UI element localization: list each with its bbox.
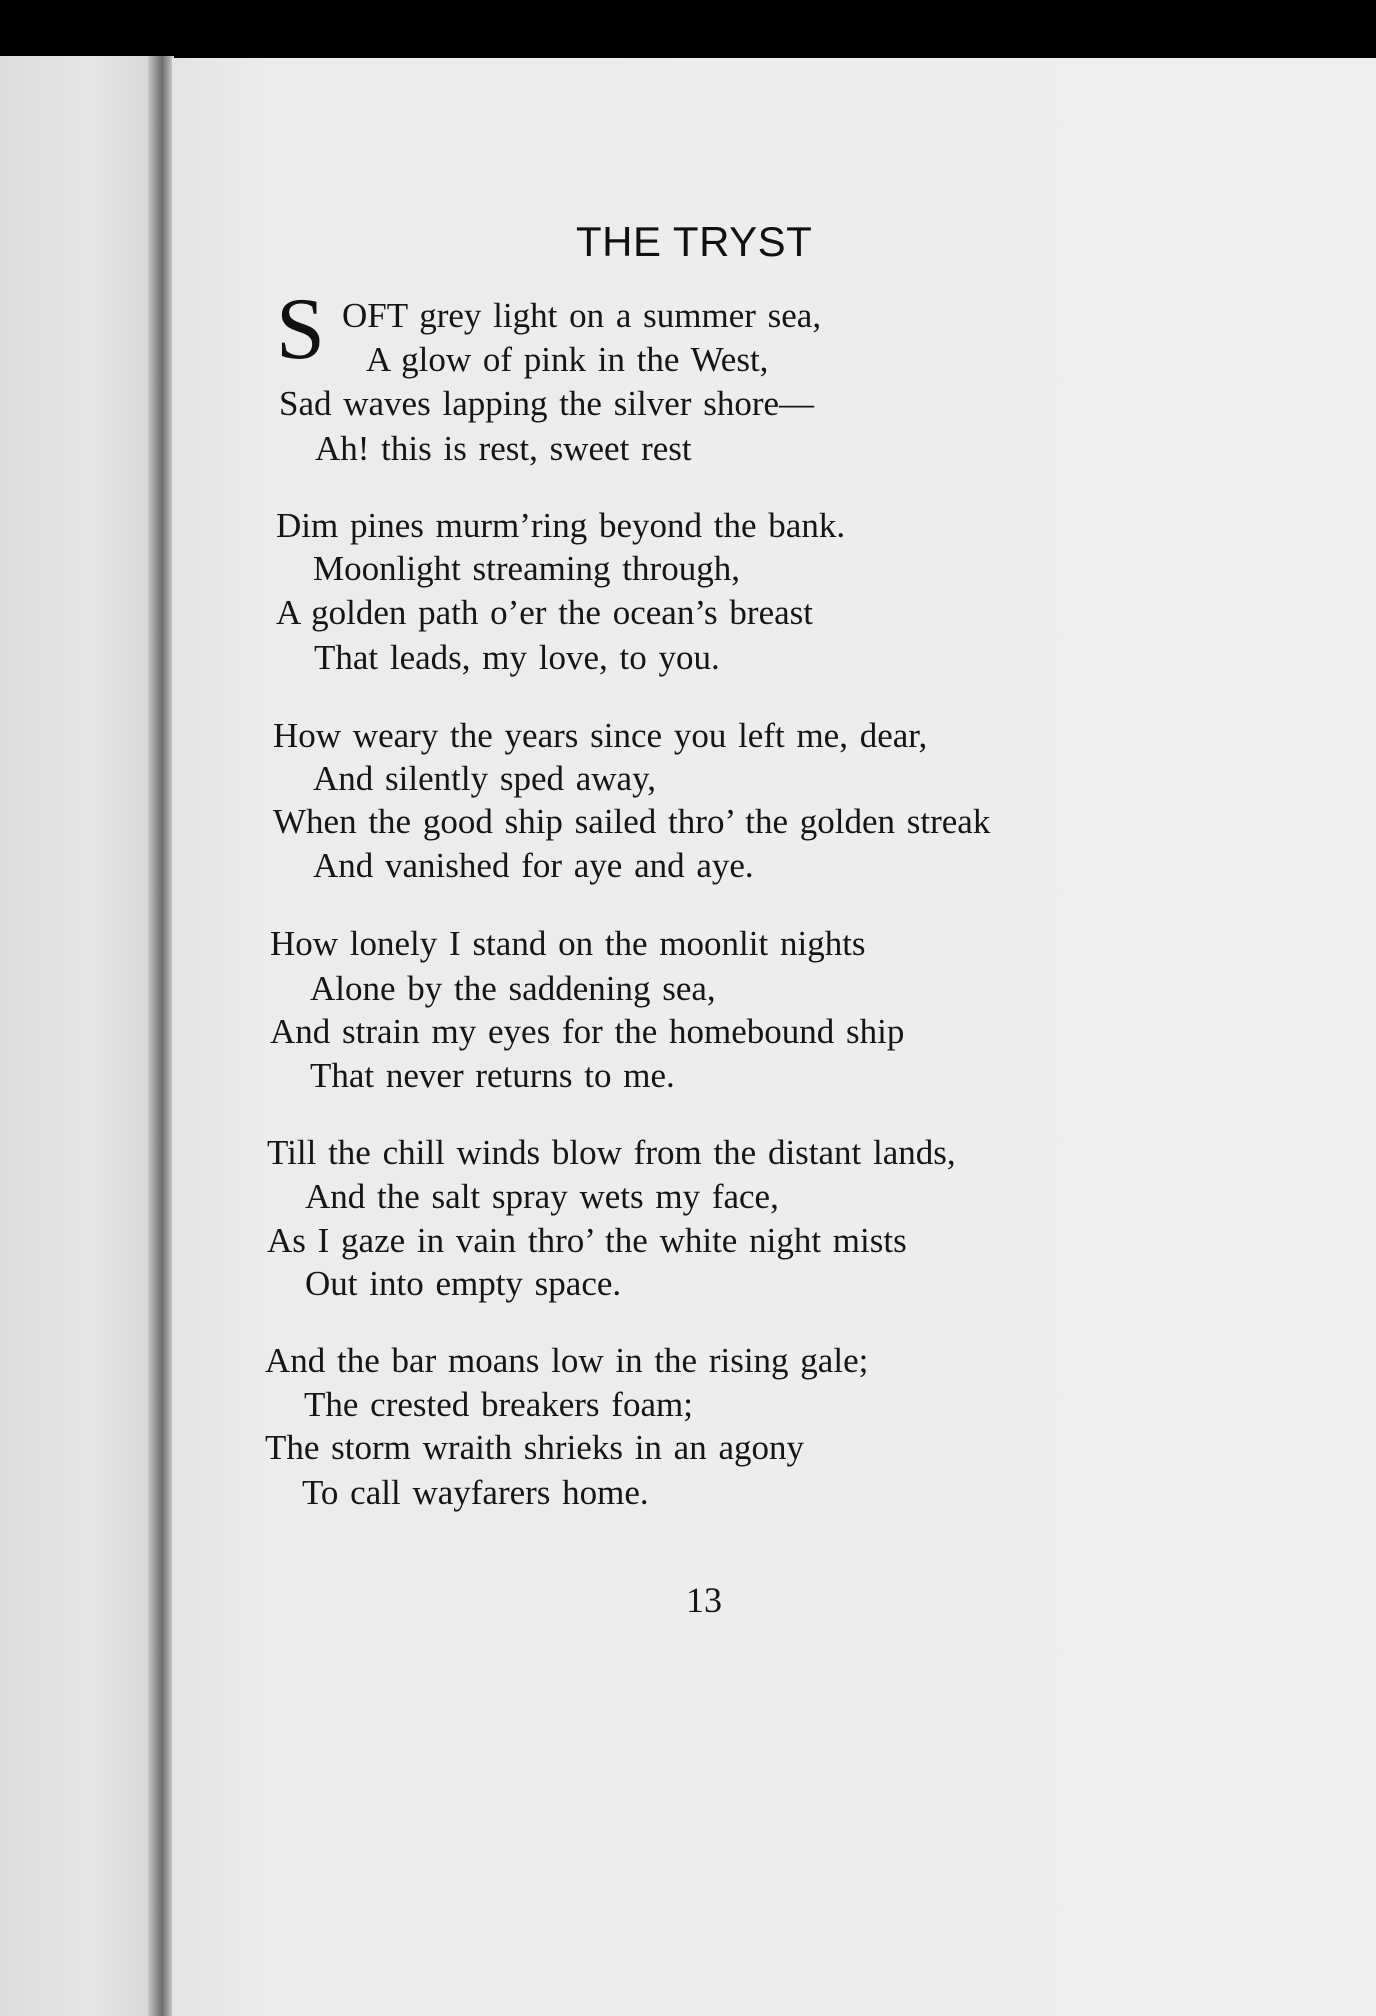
poem-line: To call wayfarers home. [302, 1473, 649, 1512]
poem-line: Sad waves lapping the silver shore— [279, 384, 815, 423]
poem-line: Alone by the saddening sea, [310, 969, 716, 1008]
poem-line: And silently sped away, [313, 759, 657, 798]
poem-line: Dim pines murm’ring beyond the bank. [276, 506, 846, 545]
poem-line: How weary the years since you left me, dear, [273, 716, 928, 755]
poem-line: How lonely I stand on the moonlit nights [270, 924, 866, 963]
poem-line: And strain my eyes for the homebound ship [270, 1012, 905, 1051]
poem-line: The storm wraith shrieks in an agony [265, 1428, 805, 1467]
book-gutter [148, 56, 174, 2016]
poem-line: Till the chill winds blow from the distant lands, [267, 1133, 956, 1172]
poem-line: OFT grey light on a summer sea, [342, 296, 822, 335]
drop-cap: S [276, 281, 325, 378]
poem-line: A golden path o’er the ocean’s breast [276, 593, 813, 632]
poem-line: Out into empty space. [305, 1264, 622, 1303]
poem-title: THE TRYST [576, 218, 813, 265]
poem-line: Ah! this is rest, sweet rest [315, 429, 692, 468]
poem-line: And vanished for aye and aye. [313, 846, 754, 885]
poem-line: The crested breakers foam; [304, 1385, 693, 1424]
poem-line: And the bar moans low in the rising gale; [265, 1341, 869, 1380]
facing-page-edge [0, 56, 156, 2016]
poem-line: Moonlight streaming through, [313, 549, 740, 588]
poem-line: A glow of pink in the West, [366, 340, 769, 379]
poem-line: And the salt spray wets my face, [305, 1177, 779, 1216]
poem-line: That leads, my love, to you. [314, 638, 720, 677]
poem-line: When the good ship sailed thro’ the golden streak [273, 802, 991, 841]
page-number: 13 [686, 1580, 722, 1620]
scan-border [0, 0, 1376, 62]
poem-line: As I gaze in vain thro’ the white night mists [267, 1221, 907, 1260]
poem-line: That never returns to me. [310, 1056, 675, 1095]
